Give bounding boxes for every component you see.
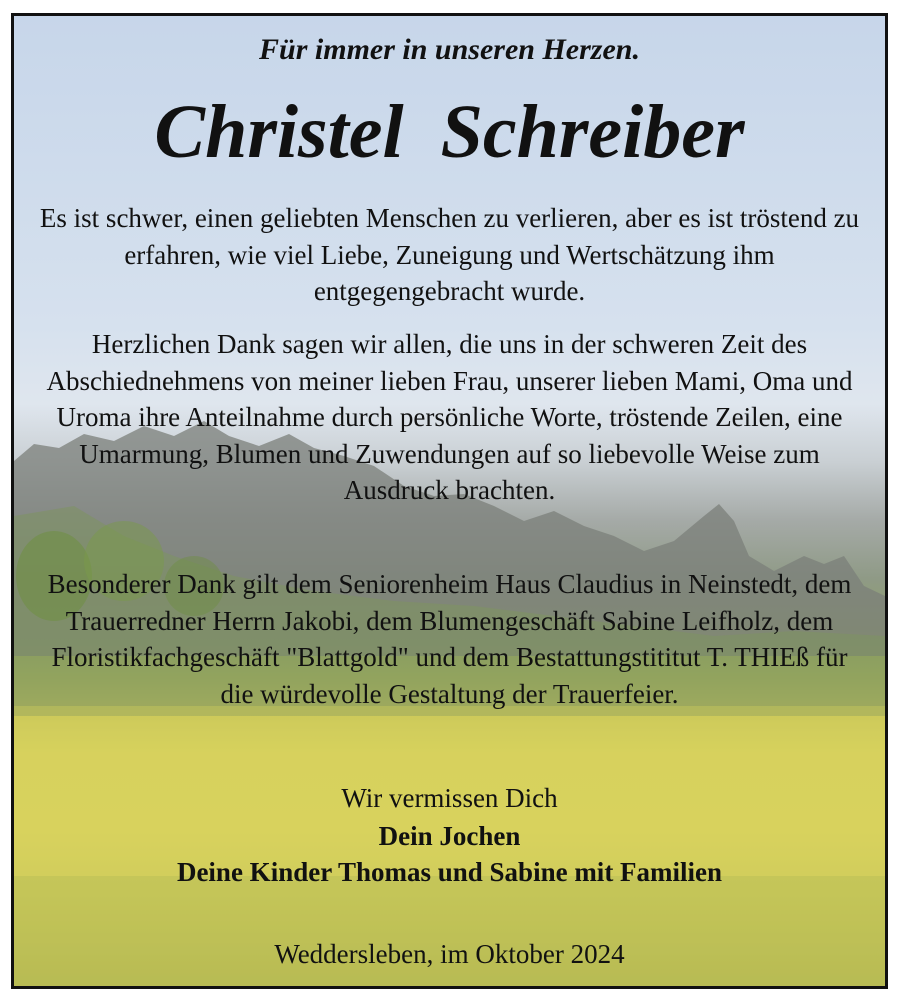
paragraph-condolence: Es ist schwer, einen geliebten Menschen zu verlieren, aber es ist tröstend zu erfahren, wie viel Liebe, Zuneigung und Wertschätzung ihm entgegengebracht wurde. [39, 203, 860, 306]
notice-content [14, 16, 885, 986]
motto-heading: Für immer in unseren Herzen. [259, 33, 640, 66]
closing-line: Wir vermissen Dich [341, 783, 558, 813]
signature-family: Deine Kinder Thomas und Sabine mit Familien [176, 857, 723, 887]
paragraph-thanks: Herzlichen Dank sagen wir allen, die uns in der schweren Zeit des Abschiednehmens von meiner lieben Frau, unserer lieben Mami, Oma und Uroma ihre Anteilnahme durch persönliche Worte, tröstende Zeilen, eine Umarmung, Blumen und Zuwendungen auf so liebevolle Weise zum Ausdruck brachten. [46, 329, 853, 505]
signature-spouse: Dein Jochen [378, 821, 521, 851]
obituary-notice [11, 13, 888, 989]
paragraph-special-thanks: Besonderer Dank gilt dem Seniorenheim Haus Claudius in Neinstedt, dem Trauerredner Herrn Jakobi, dem Blumengeschäft Sabine Leifholz, dem Floristikfachgeschäft "Blattgold" und dem Bestattungstititut T. THIEß für die würdevolle Gestaltung der Trauerfeier. [47, 569, 852, 709]
deceased-name: Christel Schreiber [154, 90, 745, 174]
place-and-date: Weddersleben, im Oktober 2024 [274, 939, 625, 969]
